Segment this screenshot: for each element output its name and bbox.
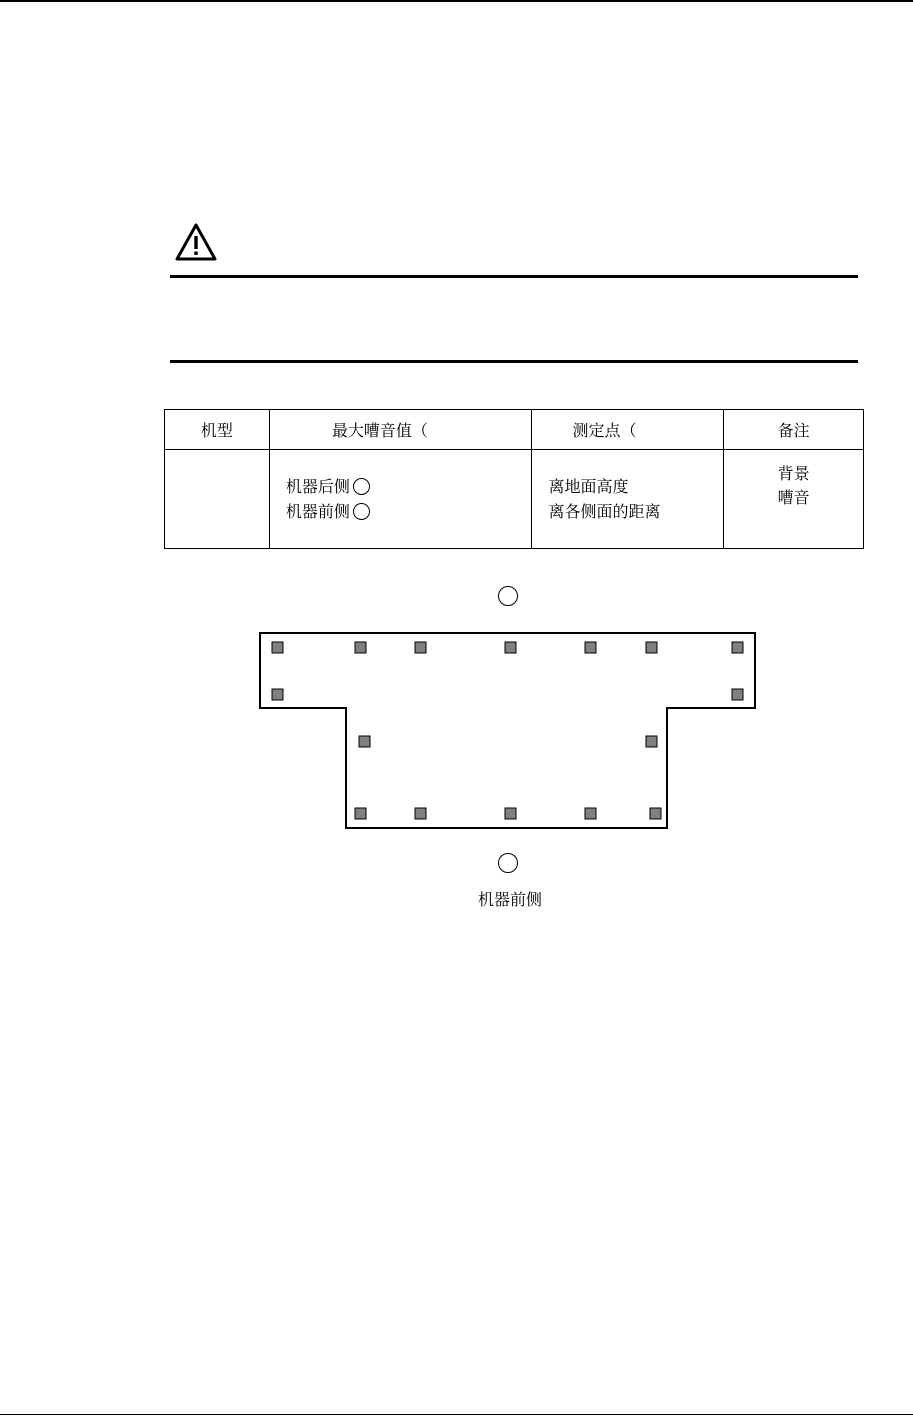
measurement-point-square bbox=[732, 642, 743, 653]
measurement-point-square bbox=[650, 808, 661, 819]
remarks-line-1: 背景 bbox=[777, 464, 810, 483]
measurement-point-square bbox=[585, 808, 596, 819]
header-model: 机型 bbox=[165, 410, 270, 450]
noise-spec-table bbox=[164, 409, 864, 549]
front-label: 机器前侧 bbox=[477, 890, 542, 909]
measurement-point-square bbox=[505, 642, 516, 653]
measure-height: 离地面高度 bbox=[548, 477, 629, 496]
circle-marker bbox=[353, 478, 370, 495]
measurement-point-square bbox=[272, 642, 283, 653]
cell-max-noise bbox=[269, 450, 532, 549]
header-measure-point bbox=[532, 410, 724, 450]
measurement-point-square bbox=[646, 736, 657, 747]
machine-outline bbox=[260, 633, 755, 828]
rear-measure-point-marker bbox=[498, 586, 518, 606]
measurement-point-square bbox=[272, 689, 283, 700]
measurement-point-square bbox=[732, 689, 743, 700]
table-header-row bbox=[165, 410, 864, 450]
cell-remarks bbox=[724, 450, 864, 549]
header-rule bbox=[0, 0, 913, 2]
cell-model bbox=[165, 450, 270, 549]
measurement-point-square bbox=[505, 808, 516, 819]
warning-icon bbox=[174, 222, 218, 262]
header-measure-point-label: 测定点（ bbox=[572, 421, 637, 440]
cell-measure-point bbox=[532, 450, 724, 549]
warning-top-rule bbox=[170, 275, 858, 278]
max-noise-front bbox=[286, 499, 532, 524]
measurement-point-square bbox=[585, 642, 596, 653]
measure-distance: 离各侧面的距离 bbox=[548, 502, 661, 521]
header-max-noise-label: 最大嘈音值（ bbox=[331, 421, 428, 440]
front-measure-point-marker bbox=[498, 853, 518, 873]
machine-floor-plan bbox=[255, 628, 761, 834]
circle-marker bbox=[353, 503, 370, 520]
measurement-point-square bbox=[359, 736, 370, 747]
measurement-point-square bbox=[415, 808, 426, 819]
warning-bottom-rule bbox=[170, 360, 858, 363]
marker-group bbox=[272, 642, 743, 819]
table-row bbox=[165, 450, 864, 549]
header-max-noise bbox=[269, 410, 532, 450]
max-noise-rear bbox=[286, 474, 532, 499]
max-noise-rear-label: 机器后侧 bbox=[285, 477, 350, 496]
measurement-point-square bbox=[355, 808, 366, 819]
measurement-point-square bbox=[646, 642, 657, 653]
measurement-point-square bbox=[355, 642, 366, 653]
header-remarks: 备注 bbox=[724, 410, 864, 450]
footer-rule bbox=[0, 1414, 913, 1415]
remarks-line-2: 嘈音 bbox=[777, 488, 810, 507]
max-noise-front-label: 机器前侧 bbox=[285, 502, 350, 521]
measurement-point-square bbox=[415, 642, 426, 653]
